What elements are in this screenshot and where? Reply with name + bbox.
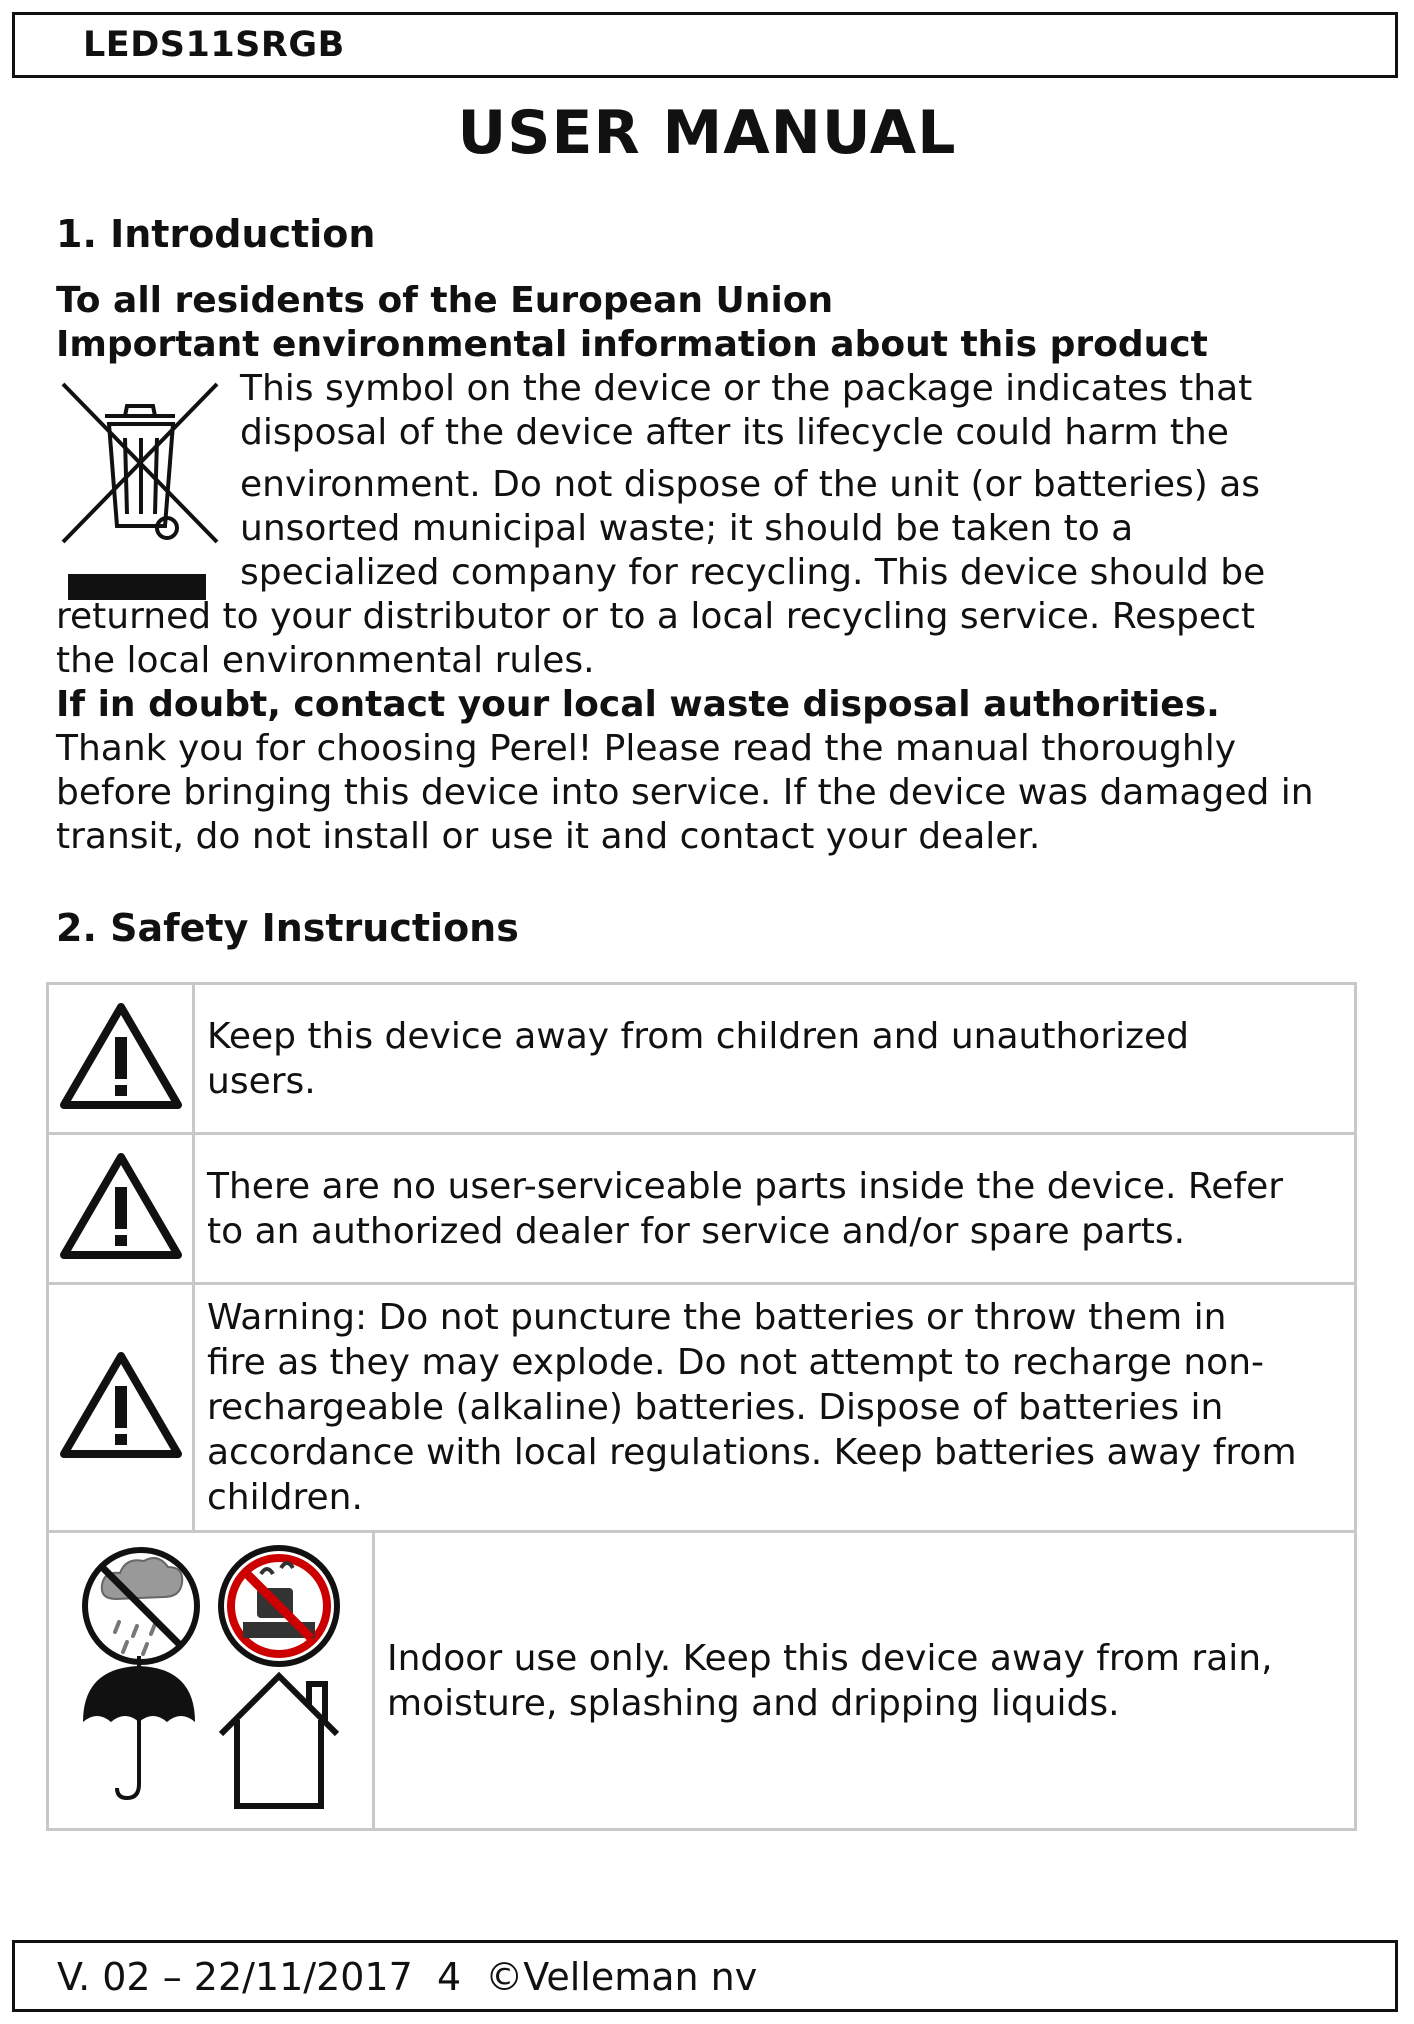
safety-row [48, 1532, 1356, 1830]
no-rain-icon [85, 1550, 197, 1662]
safety-icon-cell [48, 1284, 194, 1532]
safety-row [48, 1284, 1356, 1532]
safety-text-line: children. [207, 1477, 363, 1518]
safety-text-line: rechargeable (alkaline) batteries. Dispose of batteries in [207, 1387, 1224, 1428]
symbol-text-line: environment. Do not dispose of the unit (or batteries) as [240, 464, 1261, 505]
page-title: USER MANUAL [457, 98, 957, 168]
umbrella-icon [83, 1656, 195, 1798]
safety-text-line: Warning: Do not puncture the batteries or throw them in [207, 1297, 1227, 1338]
model-number: LEDS11SRGB [83, 25, 345, 65]
house-icon [221, 1676, 337, 1806]
safety-text-cell [374, 1532, 1356, 1830]
symbol-text-line: specialized company for recycling. This device should be [240, 552, 1266, 593]
doubt-notice: If in doubt, contact your local waste disposal authorities. [56, 684, 1220, 725]
safety-icon-cell [48, 1134, 194, 1284]
indoor-use-icons [71, 1544, 351, 1814]
safety-text-line: to an authorized dealer for service and/or spare parts. [207, 1210, 1186, 1252]
safety-text-cell [194, 984, 1356, 1134]
no-splash-icon [221, 1548, 337, 1664]
weee-bin-icon [55, 376, 225, 556]
indoor-icons-cell [48, 1532, 374, 1830]
safety-text-cell [194, 1284, 1356, 1532]
body-text-line: returned to your distributor or to a local recycling service. Respect [56, 596, 1255, 637]
thanks-text-line: transit, do not install or use it and contact your dealer. [56, 816, 1041, 857]
safety-text-line: fire as they may explode. Do not attempt to recharge non- [207, 1342, 1265, 1383]
symbol-text-line: This symbol on the device or the package indicates that [240, 368, 1253, 409]
environment-heading: Important environmental information about this product [56, 324, 1208, 365]
section-heading-safety: 2. Safety Instructions [56, 906, 519, 950]
footer-box [12, 1940, 1398, 2012]
thanks-text-line: before bringing this device into service. If the device was damaged in [56, 772, 1314, 813]
safety-row [48, 1134, 1356, 1284]
safety-text-line: There are no user-serviceable parts inside the device. Refer [207, 1165, 1284, 1207]
safety-text-line: moisture, splashing and dripping liquids. [387, 1682, 1120, 1724]
footer-text: V. 02 – 22/11/2017 4 ©Velleman nv [57, 1955, 758, 1999]
safety-text-line: users. [207, 1060, 316, 1102]
thanks-text-line: Thank you for choosing Perel! Please read the manual thoroughly [56, 728, 1237, 769]
body-text-line: the local environmental rules. [56, 640, 595, 681]
safety-text-line: Indoor use only. Keep this device away from rain, [387, 1637, 1273, 1679]
warning-triangle-icon [56, 997, 186, 1117]
safety-icon-cell [48, 984, 194, 1134]
symbol-text-line: disposal of the device after its lifecycle could harm the [240, 412, 1229, 453]
safety-text-line: Keep this device away from children and unauthorized [207, 1015, 1189, 1057]
eu-heading: To all residents of the European Union [56, 280, 834, 321]
safety-text-line: accordance with local regulations. Keep batteries away from [207, 1432, 1297, 1473]
warning-triangle-icon [56, 1147, 186, 1267]
header-box [12, 12, 1398, 78]
safety-row [48, 984, 1356, 1134]
safety-table [46, 982, 1357, 1831]
safety-text-cell [194, 1134, 1356, 1284]
warning-triangle-icon [56, 1346, 186, 1466]
section-heading-introduction: 1. Introduction [56, 212, 376, 256]
symbol-text-line: unsorted municipal waste; it should be taken to a [240, 508, 1134, 549]
